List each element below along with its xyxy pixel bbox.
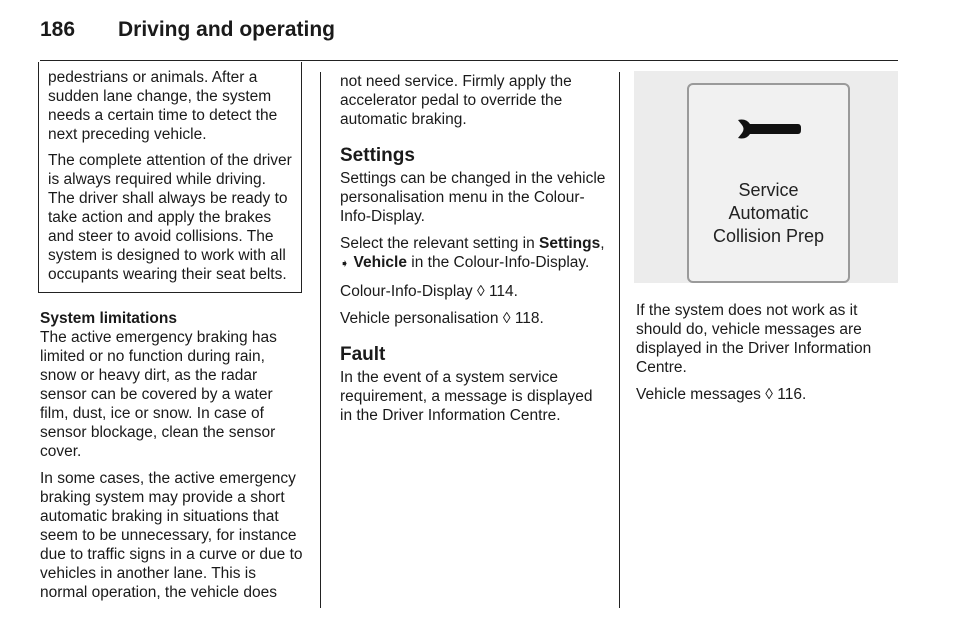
service-message-panel	[687, 83, 850, 283]
page-reference-icon: ◊	[476, 283, 485, 300]
warning-paragraph-2: The complete attention of the driver is always required while driving. The driver shall always be ready to take action and apply the brakes and steer to avoid collisions. The system is designed to work with all occupants wearing their seat belts.	[48, 152, 292, 283]
limitations-heading: System limitations	[40, 310, 177, 327]
reference-vehicle-messages[interactable]	[636, 385, 900, 404]
vehicle-menu-link[interactable]: Vehicle	[353, 254, 407, 271]
reference-colour-info-display[interactable]	[340, 282, 608, 301]
header-divider	[40, 60, 898, 61]
settings-heading: Settings	[340, 145, 415, 166]
select-setting-paragraph	[340, 234, 608, 274]
column-divider-1	[320, 72, 321, 608]
menu-arrow-icon: ➧	[340, 258, 350, 270]
column-right	[636, 72, 900, 412]
settings-menu-link[interactable]: Settings	[539, 235, 601, 252]
fault-paragraph: In the event of a system service requirement, a message is displayed in the Driver Information Centre.	[340, 369, 593, 424]
fault-heading: Fault	[340, 344, 386, 365]
system-fault-paragraph: If the system does not work as it should do, vehicle messages are displayed in the Driver Information Centre.	[636, 302, 872, 376]
panel-line-2: Automatic	[728, 203, 809, 223]
warning-box	[38, 62, 302, 293]
section-title: Driving and operating	[118, 18, 336, 41]
settings-paragraph: Settings can be changed in the vehicle personalisation menu in the Colour-Info-Display.	[340, 170, 606, 225]
override-paragraph: not need service. Firmly apply the accelerator pedal to override the automatic braking.	[340, 73, 572, 128]
reference-vehicle-personalisation[interactable]	[340, 309, 608, 328]
reference-page: 114.	[484, 283, 518, 300]
panel-message	[689, 179, 848, 248]
select-prefix: Select the relevant setting in	[340, 235, 540, 252]
reference-label: Vehicle messages	[636, 386, 766, 403]
page-reference-icon: ◊	[765, 386, 773, 403]
reference-label: Vehicle personalisation	[340, 310, 503, 327]
page-number: 186	[40, 18, 76, 41]
panel-line-3: Collision Prep	[712, 226, 825, 246]
reference-page: 118.	[510, 310, 544, 327]
limitations-paragraph: The active emergency braking has limited or no function during rain, snow or heavy dirt, as the radar sensor can be covered by a water film, dust, ice or snow. In case of sensor blockage, clean the sensor cover.	[40, 329, 277, 460]
wrench-icon	[736, 116, 802, 142]
reference-label: Colour-Info-Display	[340, 283, 477, 300]
column-divider-2	[619, 72, 620, 608]
select-comma: ,	[600, 235, 605, 252]
panel-line-1: Service	[738, 180, 799, 200]
warning-paragraph-1: pedestrians or animals. After a sudden lane change, the system needs a certain time to detect the next preceding vehicle.	[48, 69, 278, 143]
cases-paragraph: In some cases, the active emergency braking system may provide a short automatic braking in situations that seem to be unnecessary, for instance due to traffic signs in a curve or due to vehicles in another lane. This is normal operation, the vehicle does	[40, 470, 303, 601]
display-illustration	[634, 71, 898, 283]
select-suffix: in the Colour-Info-Display.	[406, 254, 590, 271]
column-left	[40, 69, 304, 610]
reference-page: 116.	[772, 386, 807, 403]
page-reference-icon: ◊	[502, 310, 511, 327]
column-middle	[340, 72, 608, 433]
